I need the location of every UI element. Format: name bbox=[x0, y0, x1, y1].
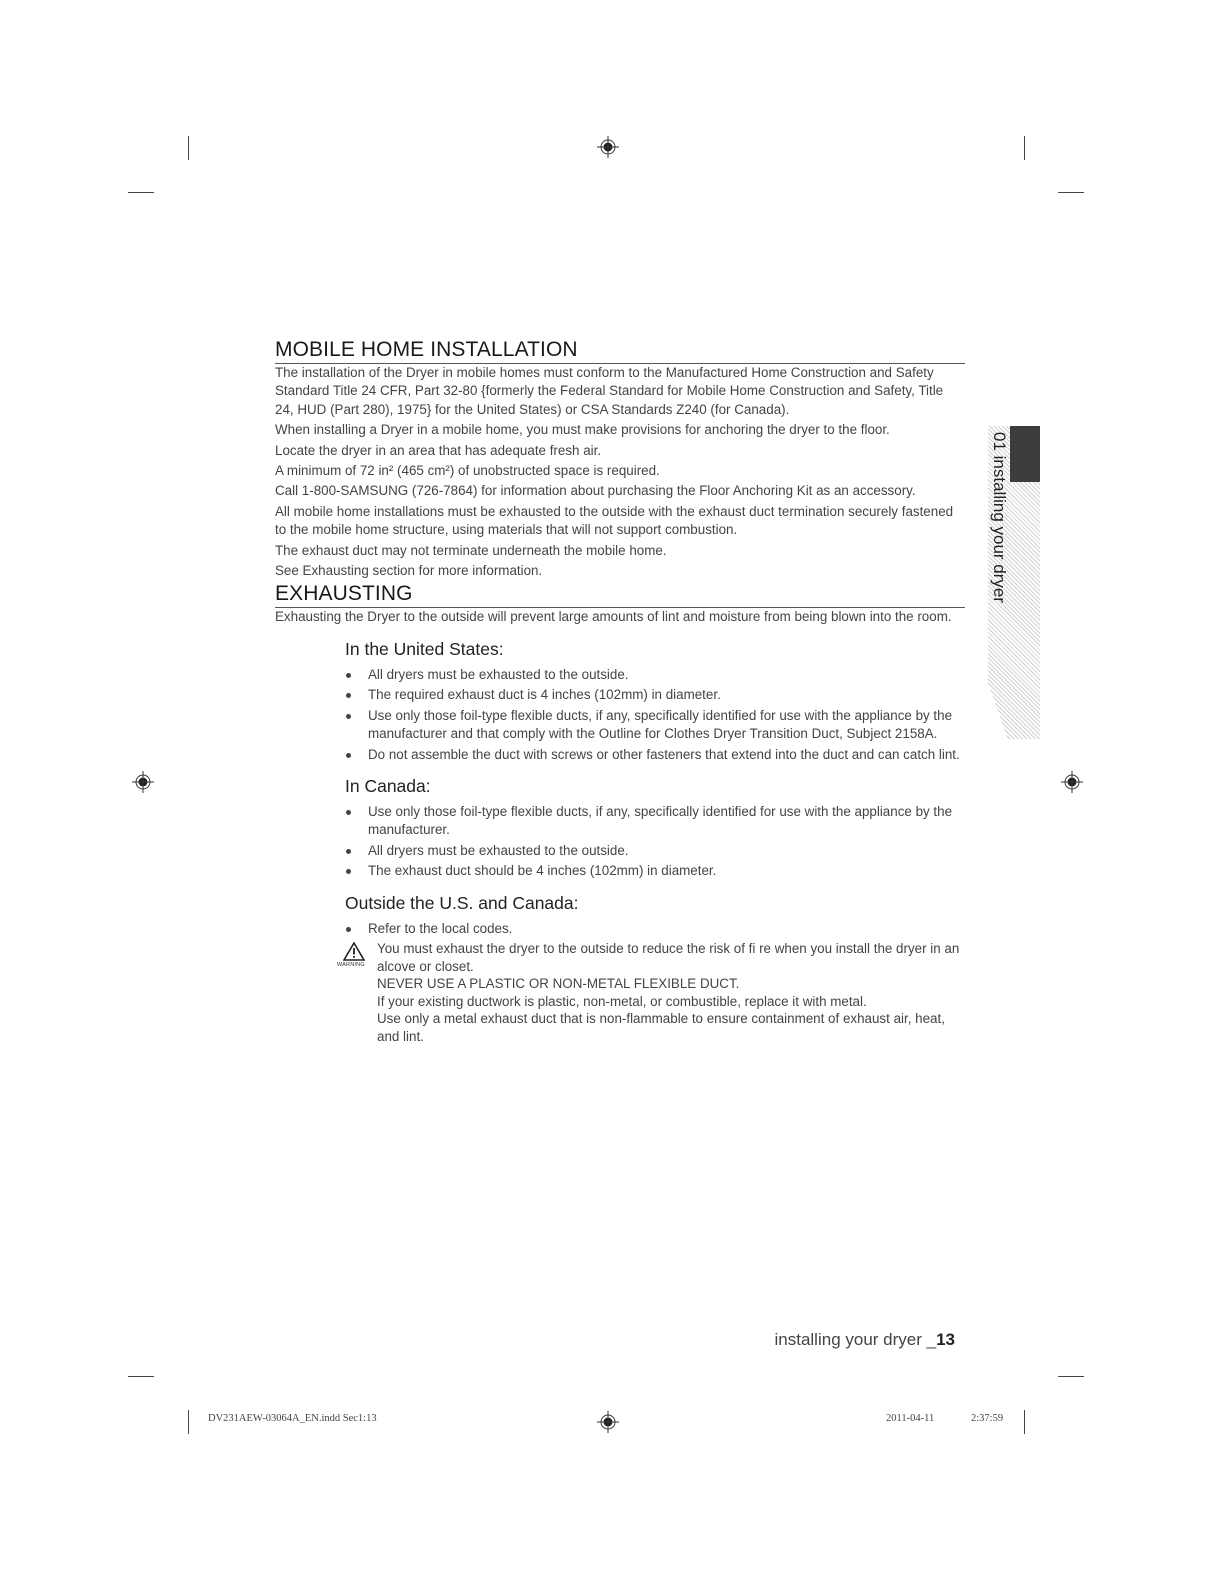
list-item-text: All dryers must be exhausted to the outside. bbox=[368, 666, 629, 682]
list-item bbox=[345, 842, 965, 860]
warning-text: NEVER USE A PLASTIC OR NON-METAL FLEXIBLE DUCT. bbox=[377, 976, 740, 992]
registration-mark-icon bbox=[132, 771, 154, 793]
paragraph: The installation of the Dryer in mobile homes must conform to the Manufactured Home Construction and Safety Standard Title 24 CFR, Part 32-80 {formerly the Federal Standard for Mobile Home Construction and Safety, Title 24, HUD (Part 280), 1975} for the United States) or CSA Standards Z240 (for Canada). bbox=[275, 365, 944, 417]
main-content bbox=[275, 338, 965, 1046]
subheading-outside: Outside the U.S. and Canada: bbox=[345, 892, 579, 913]
bullet-icon bbox=[346, 693, 351, 698]
warning-triangle-icon bbox=[343, 942, 365, 961]
bullet-icon bbox=[346, 869, 351, 874]
paragraph: When installing a Dryer in a mobile home, you must make provisions for anchoring the dryer to the floor. bbox=[275, 422, 890, 438]
bullet-icon bbox=[346, 927, 351, 932]
warning-text: Use only a metal exhaust duct that is non-flammable to ensure containment of exhaust air, heat, and lint. bbox=[377, 1011, 945, 1044]
exhausting-subsections bbox=[337, 638, 965, 1046]
crop-mark bbox=[1024, 1410, 1025, 1434]
crop-mark bbox=[128, 1376, 154, 1377]
list-item bbox=[345, 862, 965, 880]
crop-mark bbox=[1024, 136, 1025, 160]
page-footer bbox=[775, 1330, 956, 1350]
warning-label: WARNING bbox=[337, 961, 365, 968]
warning-text: If your existing ductwork is plastic, non-metal, or combustible, replace it with metal. bbox=[377, 993, 867, 1009]
section-heading-exhausting: EXHAUSTING bbox=[275, 582, 965, 608]
bullet-icon bbox=[346, 810, 351, 815]
exhausting-intro: Exhausting the Dryer to the outside will prevent large amounts of lint and moisture from being blown into the room. bbox=[275, 609, 952, 625]
section-heading-mobile-home: MOBILE HOME INSTALLATION bbox=[275, 338, 965, 364]
footer-section-title: installing your dryer _ bbox=[774, 1330, 937, 1349]
mobile-home-body bbox=[275, 364, 965, 580]
list-item bbox=[345, 686, 965, 704]
side-tab-label: 01 installing your dryer bbox=[990, 432, 1009, 604]
registration-mark-icon bbox=[1061, 771, 1083, 793]
subheading-canada: In Canada: bbox=[345, 775, 431, 796]
bullet-icon bbox=[346, 673, 351, 678]
warning-text: You must exhaust the dryer to the outside to reduce the risk of fi re when you install the dryer in an alcove or closet. bbox=[377, 940, 960, 974]
paragraph: The exhaust duct may not terminate underneath the mobile home. bbox=[275, 542, 667, 558]
page-number: 13 bbox=[936, 1330, 955, 1349]
crop-mark bbox=[188, 1410, 189, 1434]
paragraph: All mobile home installations must be exhausted to the outside with the exhaust duct termination securely fastened to the mobile home structure, using materials that will not support combustion. bbox=[275, 503, 954, 538]
list-item-text: Use only those foil-type flexible ducts, if any, specifically identified for use with the appliance by the manufacturer. bbox=[368, 803, 953, 838]
crop-mark bbox=[1058, 1376, 1084, 1377]
list-item-text: The required exhaust duct is 4 inches (102mm) in diameter. bbox=[368, 687, 721, 703]
warning-badge bbox=[337, 942, 369, 968]
registration-mark-icon bbox=[597, 136, 619, 158]
paragraph: Locate the dryer in an area that has adequate fresh air. bbox=[275, 442, 602, 458]
warning-block bbox=[337, 940, 965, 1046]
slug-file: DV231AEW-03064A_EN.indd Sec1:13 bbox=[208, 1413, 377, 1424]
bullet-icon bbox=[346, 753, 351, 758]
side-tab-marker bbox=[1010, 426, 1040, 482]
subheading-us: In the United States: bbox=[345, 638, 504, 659]
registration-mark-icon bbox=[597, 1411, 619, 1433]
crop-mark bbox=[128, 192, 154, 193]
list-item-text: Use only those foil-type flexible ducts, if any, specifically identified for use with the appliance by the manufacturer and that comply with the Outline for Clothes Dryer Transition Duct, Subject 2158A. bbox=[368, 707, 953, 742]
bullet-icon bbox=[346, 849, 351, 854]
canada-bullet-list bbox=[345, 803, 965, 881]
list-item-text: Refer to the local codes. bbox=[368, 920, 513, 936]
list-item bbox=[345, 746, 965, 764]
slug-date: 2011-04-11 bbox=[886, 1413, 935, 1424]
paragraph: A minimum of 72 in² (465 cm²) of unobstructed space is required. bbox=[275, 463, 660, 479]
chapter-side-tab bbox=[988, 426, 1040, 739]
crop-mark bbox=[188, 136, 189, 160]
paragraph: See Exhausting section for more information. bbox=[275, 563, 543, 579]
list-item-text: Do not assemble the duct with screws or other fasteners that extend into the duct and can catch lint. bbox=[368, 746, 960, 762]
list-item bbox=[345, 666, 965, 684]
paragraph: Call 1-800-SAMSUNG (726-7864) for information about purchasing the Floor Anchoring Kit as an accessory. bbox=[275, 483, 916, 499]
list-item bbox=[345, 920, 965, 938]
crop-mark bbox=[1058, 192, 1084, 193]
list-item bbox=[345, 707, 965, 744]
list-item bbox=[345, 803, 965, 840]
slug-time: 2:37:59 bbox=[971, 1413, 1004, 1424]
outside-bullet-list bbox=[345, 920, 965, 938]
us-bullet-list bbox=[345, 666, 965, 764]
list-item-text: The exhaust duct should be 4 inches (102mm) in diameter. bbox=[368, 863, 717, 879]
bullet-icon bbox=[346, 714, 351, 719]
list-item-text: All dryers must be exhausted to the outside. bbox=[368, 842, 629, 858]
